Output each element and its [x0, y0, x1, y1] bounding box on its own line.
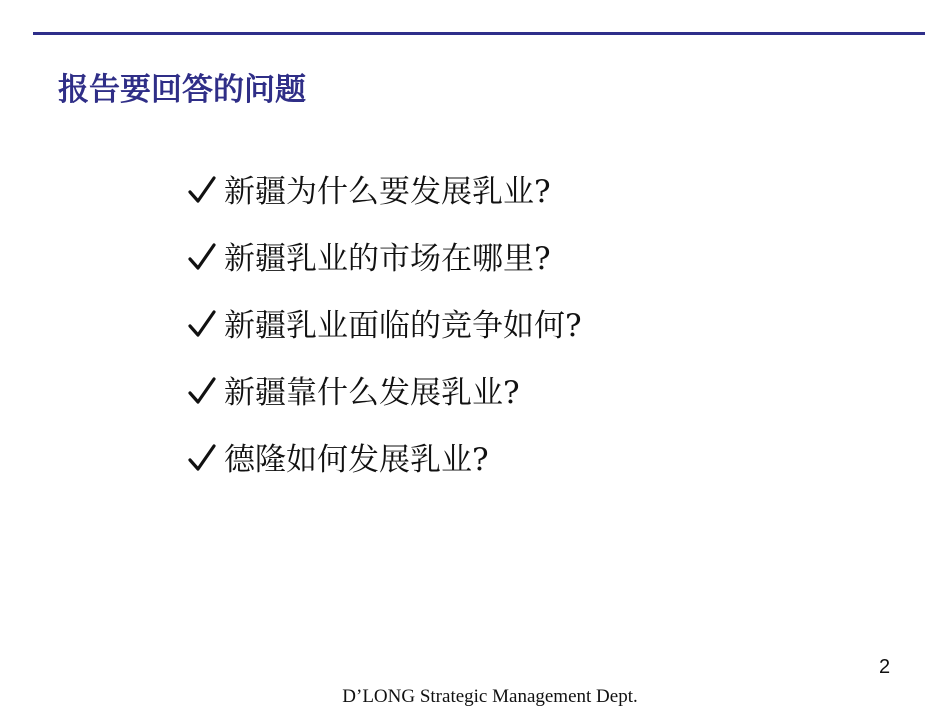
list-item — [186, 371, 582, 438]
check-mark-icon — [186, 371, 218, 411]
question-list — [186, 170, 582, 505]
page-number: 2 — [879, 656, 891, 678]
check-mark-icon — [186, 237, 218, 277]
footer-text: D’LONG Strategic Management Dept. — [342, 686, 638, 707]
list-item — [186, 304, 582, 371]
question-text: 新疆为什么要发展乳业? — [224, 174, 551, 210]
list-item — [186, 170, 582, 237]
list-item — [186, 237, 582, 304]
question-text: 新疆靠什么发展乳业? — [224, 375, 520, 411]
question-text: 德隆如何发展乳业? — [224, 442, 489, 478]
check-mark-icon — [186, 438, 218, 478]
check-mark-icon — [186, 170, 218, 210]
title-divider — [33, 32, 925, 35]
list-item — [186, 438, 582, 505]
question-text: 新疆乳业面临的竞争如何? — [224, 308, 582, 344]
question-text: 新疆乳业的市场在哪里? — [224, 241, 551, 277]
check-mark-icon — [186, 304, 218, 344]
slide-title: 报告要回答的问题 — [58, 72, 306, 108]
